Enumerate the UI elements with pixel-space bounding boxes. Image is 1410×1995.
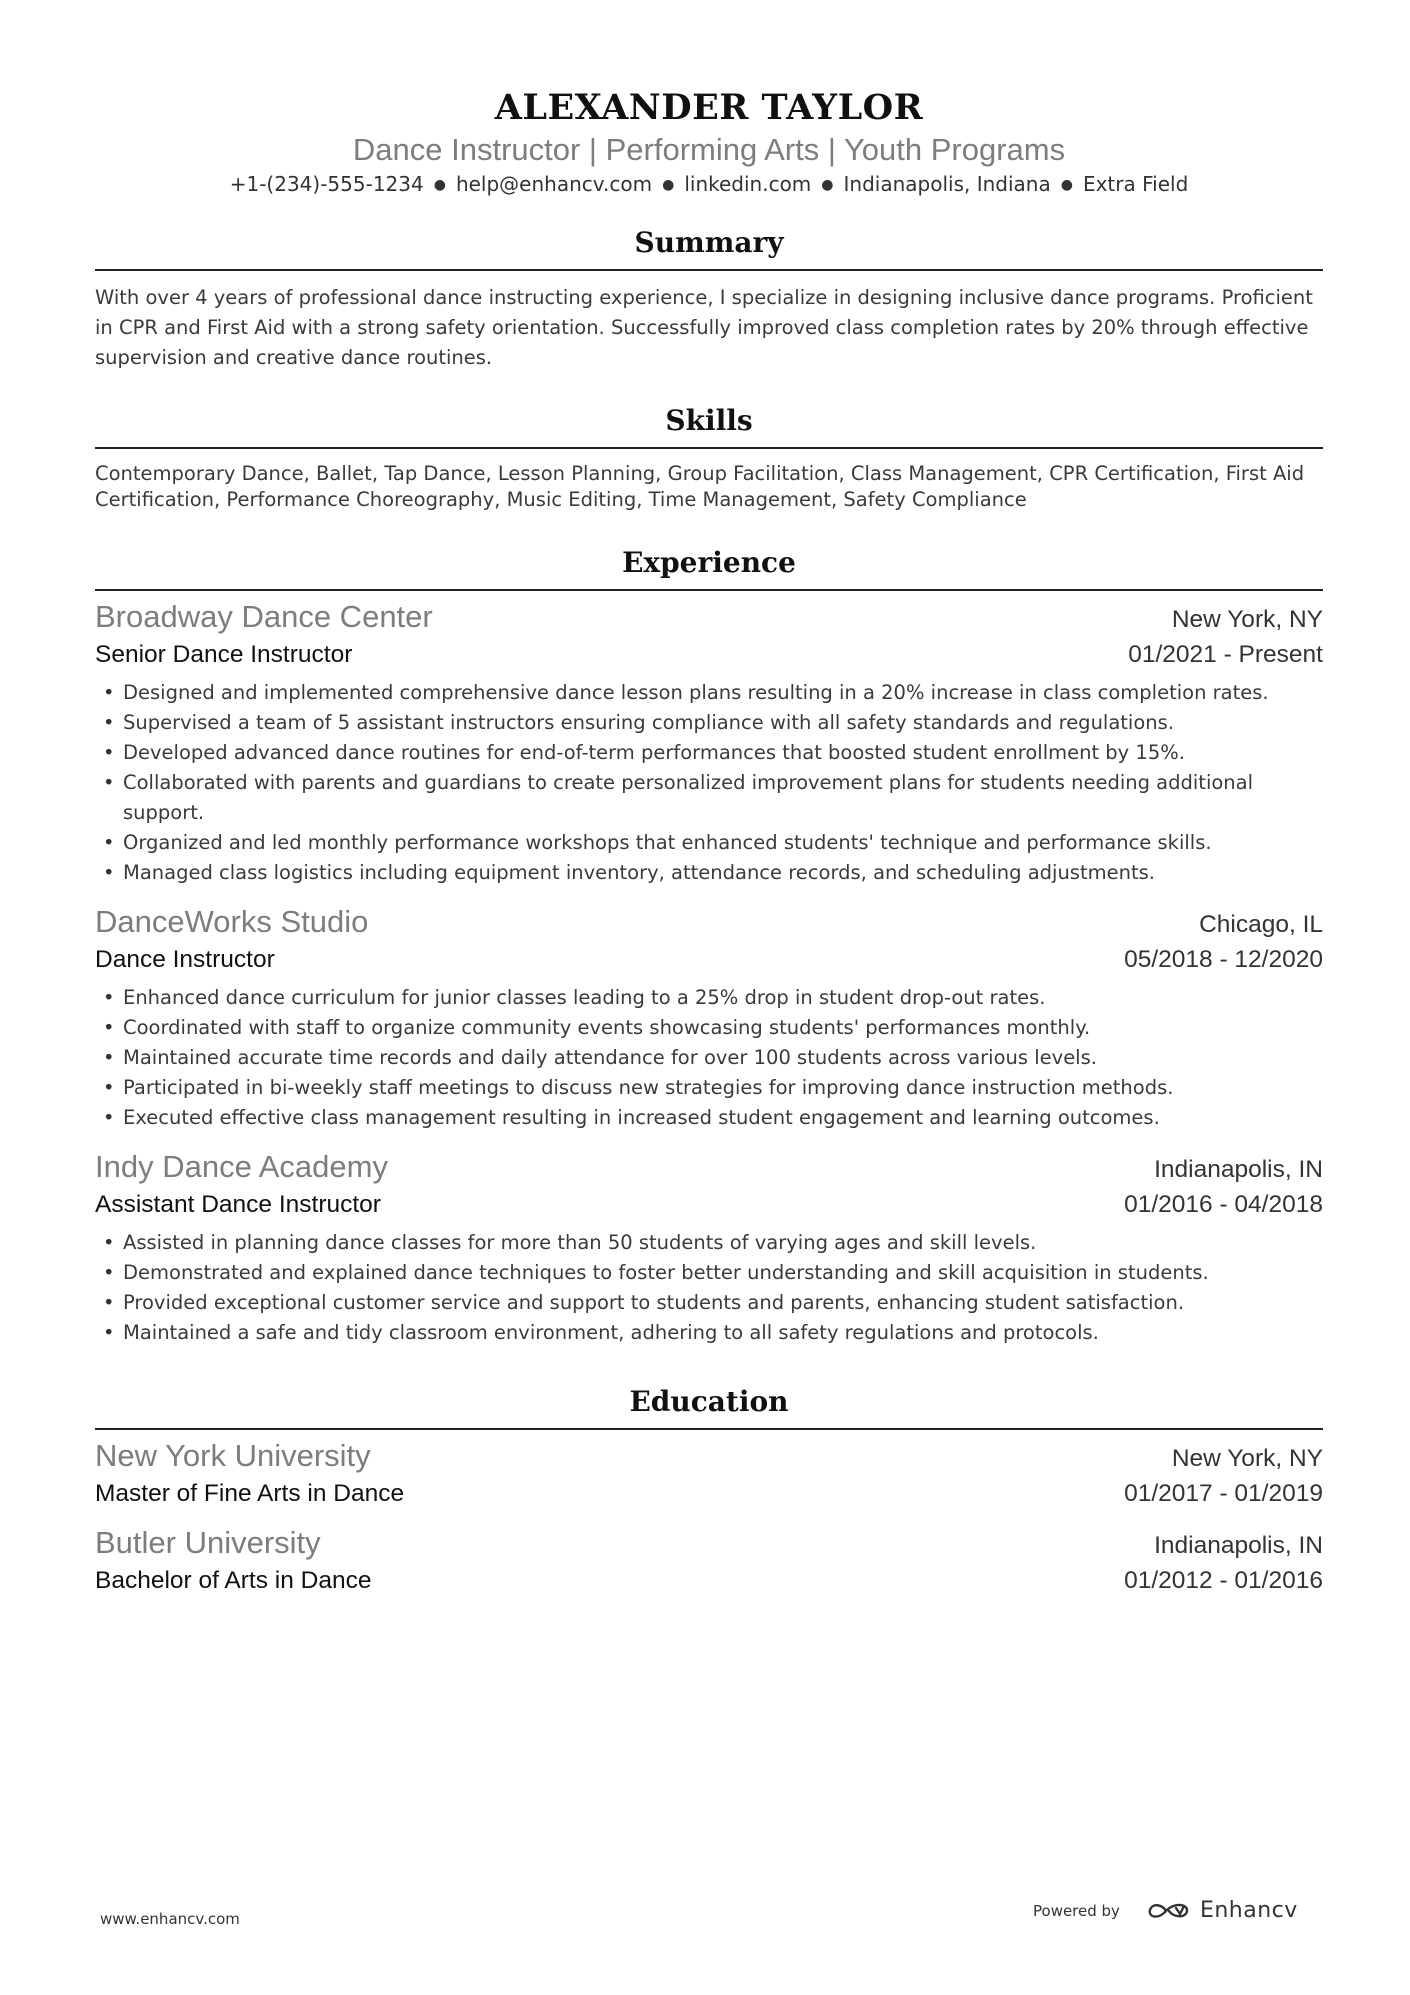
bullet-separator: ●	[433, 177, 446, 193]
degree: Master of Fine Arts in Dance	[95, 1480, 405, 1507]
list-item: • Provided exceptional customer service and support to students and parents, enhancing student satisfaction.	[95, 1288, 1323, 1318]
job-entry	[95, 599, 1323, 888]
list-item: • Coordinated with staff to organize community events showcasing students' performances monthly.	[95, 1013, 1323, 1043]
job-location: Indianapolis, IN	[1154, 1156, 1323, 1183]
summary-section	[95, 225, 1323, 373]
resume-header	[95, 0, 1323, 199]
enhancv-logo-icon	[1146, 1899, 1192, 1923]
contact-location: Indianapolis, Indiana	[843, 172, 1051, 196]
section-divider	[95, 269, 1323, 271]
contact-phone: +1-(234)-555-1234	[229, 172, 424, 196]
school-name: New York University	[95, 1438, 371, 1473]
job-dates: 01/2021 - Present	[1128, 641, 1323, 668]
section-divider	[95, 447, 1323, 449]
skills-section	[95, 403, 1323, 513]
job-location: New York, NY	[1171, 606, 1323, 633]
list-item: • Demonstrated and explained dance techniques to foster better understanding and skill acquisition in students.	[95, 1258, 1323, 1288]
section-title-education: Education	[629, 1385, 789, 1418]
job-company: Broadway Dance Center	[95, 599, 433, 634]
school-name: Butler University	[95, 1525, 321, 1560]
section-divider	[95, 1428, 1323, 1430]
list-item: • Collaborated with parents and guardians to create personalized improvement plans for students needing additional support.	[95, 768, 1323, 828]
bullet-separator: ●	[1060, 177, 1073, 193]
section-divider	[95, 589, 1323, 591]
job-entry	[95, 904, 1323, 1133]
bullet-separator: ●	[821, 177, 834, 193]
enhancv-brand-name: Enhancv	[1199, 1898, 1298, 1923]
contact-line	[95, 170, 1323, 199]
list-item: • Maintained a safe and tidy classroom environment, adhering to all safety regulations and protocols.	[95, 1318, 1323, 1348]
contact-linkedin[interactable]: linkedin.com	[684, 172, 812, 196]
list-item: • Developed advanced dance routines for end-of-term performances that boosted student enrollment by 15%.	[95, 738, 1323, 768]
job-bullets	[95, 678, 1323, 888]
job-dates: 01/2016 - 04/2018	[1124, 1191, 1323, 1218]
list-item: • Assisted in planning dance classes for more than 50 students of varying ages and skill levels.	[95, 1228, 1323, 1258]
list-item: • Supervised a team of 5 assistant instructors ensuring compliance with all safety standards and regulations.	[95, 708, 1323, 738]
footer-website[interactable]: www.enhancv.com	[100, 1910, 240, 1928]
job-bullets	[95, 983, 1323, 1133]
job-role: Assistant Dance Instructor	[95, 1191, 381, 1218]
job-entry	[95, 1149, 1323, 1348]
school-location: New York, NY	[1171, 1445, 1323, 1472]
list-item: • Organized and led monthly performance workshops that enhanced students' technique and performance skills.	[95, 828, 1323, 858]
bullet-separator: ●	[662, 177, 675, 193]
degree: Bachelor of Arts in Dance	[95, 1567, 372, 1594]
school-location: Indianapolis, IN	[1154, 1532, 1323, 1559]
list-item: • Designed and implemented comprehensive dance lesson plans resulting in a 20% increase in class completion rates.	[95, 678, 1323, 708]
job-role: Dance Instructor	[95, 946, 275, 973]
list-item: • Maintained accurate time records and daily attendance for over 100 students across various levels.	[95, 1043, 1323, 1073]
candidate-title: Dance Instructor | Performing Arts | Youth Programs	[352, 132, 1066, 167]
skills-list: Contemporary Dance, Ballet, Tap Dance, Lesson Planning, Group Facilitation, Class Management, CPR Certification, First Aid Certification, Performance Choreography, Music Editing, Time Management, Safety Compliance	[95, 462, 1305, 511]
job-bullets	[95, 1228, 1323, 1348]
education-dates: 01/2012 - 01/2016	[1124, 1567, 1323, 1594]
list-item: • Managed class logistics including equipment inventory, attendance records, and scheduling adjustments.	[95, 858, 1323, 888]
candidate-name: ALEXANDER TAYLOR	[494, 87, 924, 128]
job-location: Chicago, IL	[1199, 911, 1323, 938]
section-title-skills: Skills	[665, 404, 753, 437]
job-dates: 05/2018 - 12/2020	[1124, 946, 1323, 973]
list-item: • Enhanced dance curriculum for junior classes leading to a 25% drop in student drop-out rates.	[95, 983, 1323, 1013]
section-title-experience: Experience	[622, 546, 796, 579]
education-entry	[95, 1438, 1323, 1511]
list-item: • Executed effective class management resulting in increased student engagement and learning outcomes.	[95, 1103, 1323, 1133]
education-dates: 01/2017 - 01/2019	[1124, 1480, 1323, 1507]
resume-page	[95, 0, 1323, 1598]
job-company: Indy Dance Academy	[95, 1149, 388, 1184]
job-company: DanceWorks Studio	[95, 904, 369, 939]
section-title-summary: Summary	[634, 226, 784, 259]
education-entry	[95, 1525, 1323, 1598]
list-item: • Participated in bi-weekly staff meetings to discuss new strategies for improving dance instruction methods.	[95, 1073, 1323, 1103]
job-role: Senior Dance Instructor	[95, 641, 353, 668]
education-section	[95, 1384, 1323, 1598]
contact-extra-field: Extra Field	[1082, 172, 1189, 196]
powered-by-label: Powered by	[1033, 1901, 1120, 1920]
footer-branding	[1033, 1898, 1298, 1923]
contact-email[interactable]: help@enhancv.com	[455, 172, 653, 196]
experience-section	[95, 545, 1323, 1348]
summary-text: With over 4 years of professional dance instructing experience, I specialize in designing inclusive dance programs. Proficient in CPR and First Aid with a strong safety orientation. Successfully improved class completion rates by 20% through effective supervision and creative dance routines.	[95, 286, 1313, 369]
